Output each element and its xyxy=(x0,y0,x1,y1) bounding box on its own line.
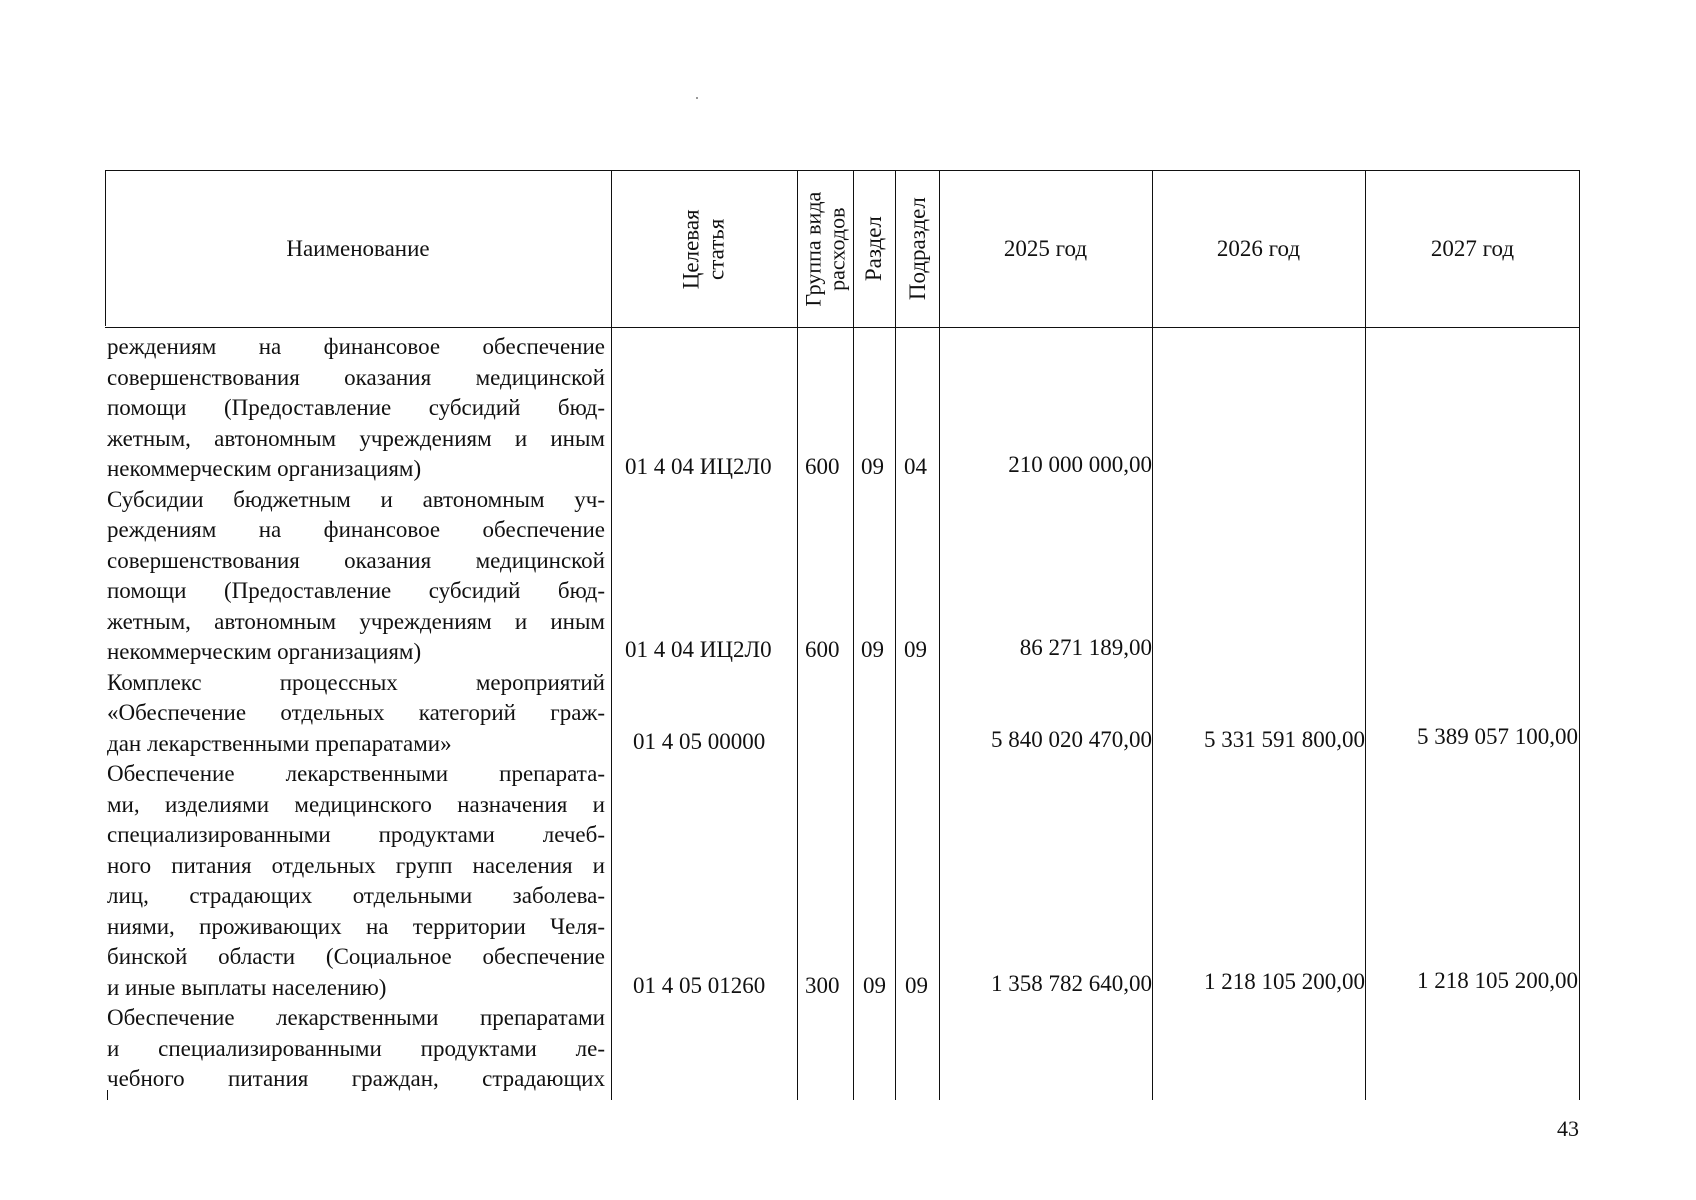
cell-target-code: 01 4 04 ИЦ2Л0 xyxy=(625,637,772,662)
header-section xyxy=(853,171,895,327)
header-2027 xyxy=(1365,171,1580,327)
header-2026 xyxy=(1152,171,1365,327)
cell-2025: 1 358 782 640,00 xyxy=(991,971,1152,996)
row-text-line: Обеспечение лекарственными препарата- xyxy=(107,761,605,786)
header-target-line1: Целевая xyxy=(678,209,704,289)
name-column xyxy=(107,332,605,1095)
grid-line xyxy=(105,170,106,326)
row-text-line: совершенствования оказания медицинской xyxy=(107,547,605,573)
header-group-line1: Группа вида xyxy=(799,191,825,307)
header-subsection-label: Подраздел xyxy=(904,197,930,301)
header-2025-label: 2025 год xyxy=(1003,236,1088,262)
row-text-line: некоммерческим организациям) xyxy=(107,639,422,664)
scan-speck xyxy=(696,97,698,99)
cell-target-code: 01 4 04 ИЦ2Л0 xyxy=(625,454,772,479)
header-target xyxy=(611,171,797,327)
cell-target-code: 01 4 05 00000 xyxy=(633,729,766,754)
header-target-label xyxy=(679,209,730,289)
row-text-line: лиц, страдающих отдельными заболева- xyxy=(107,883,605,908)
budget-table xyxy=(105,170,1580,1100)
row-text-line: Субсидии бюджетным и автономным уч- xyxy=(107,486,605,512)
header-section-label: Раздел xyxy=(861,216,887,282)
row-text-line: некоммерческим организациям) xyxy=(107,456,422,481)
row-text-line: совершенствования оказания медицинской xyxy=(107,364,605,390)
row-text-line: специализированными продуктами лечеб- xyxy=(107,822,605,847)
page-number: 43 xyxy=(1557,1116,1579,1141)
cell-subsection: 09 xyxy=(904,637,927,662)
header-subsection xyxy=(895,171,939,327)
header-name xyxy=(105,171,611,327)
cell-subsection: 04 xyxy=(904,454,927,479)
cell-section: 09 xyxy=(861,454,884,479)
row-text-line: «Обеспечение отдельных категорий граж- xyxy=(107,700,605,725)
row-text-line: и специализированными продуктами ле- xyxy=(107,1035,605,1061)
header-name-label: Наименование xyxy=(286,236,430,262)
table-row xyxy=(107,759,605,1003)
row-text-line: помощи (Предоставление субсидий бюд- xyxy=(107,395,605,420)
header-target-line2: статья xyxy=(703,218,729,280)
cell-group: 300 xyxy=(805,973,840,998)
header-2027-label: 2027 год xyxy=(1430,236,1515,262)
row-text-line: чебного питания граждан, страдающих xyxy=(107,1066,605,1091)
cell-section: 09 xyxy=(861,637,884,662)
row-text-line: дан лекарственными препаратами» xyxy=(107,730,452,756)
row-text-line: жетным, автономным учреждениям и иным xyxy=(107,425,605,451)
cell-group: 600 xyxy=(805,454,840,479)
cell-section: 09 xyxy=(863,973,886,998)
row-text-line: помощи (Предоставление субсидий бюд- xyxy=(107,578,605,603)
cell-2026: 5 331 591 800,00 xyxy=(1204,727,1365,752)
table-row xyxy=(107,668,605,760)
table-row xyxy=(107,485,605,668)
cell-2025: 86 271 189,00 xyxy=(1019,635,1152,660)
header-2025 xyxy=(939,171,1152,327)
cell-2025: 5 840 020 470,00 xyxy=(991,727,1152,752)
row-text-line: Комплекс процессных мероприятий xyxy=(107,669,605,695)
table-row xyxy=(107,332,605,485)
row-text-line: реждениям на финансовое обеспечение xyxy=(107,334,605,359)
row-text-line: ного питания отдельных групп населения и xyxy=(107,852,605,878)
row-text-line: ниями, проживающих на территории Челя- xyxy=(107,913,605,939)
cell-2027: 5 389 057 100,00 xyxy=(1417,724,1578,749)
table-header xyxy=(105,170,1580,328)
row-text-line: ми, изделиями медицинского назначения и xyxy=(107,791,605,817)
row-text-line: и иные выплаты населению) xyxy=(107,974,387,1000)
table-row xyxy=(107,1003,605,1095)
header-group-label xyxy=(801,192,849,307)
header-group xyxy=(797,171,853,327)
row-text-line: бинской области (Социальное обеспечение xyxy=(107,944,605,969)
cell-2027: 1 218 105 200,00 xyxy=(1417,968,1578,993)
table-body xyxy=(105,332,1580,1100)
cell-subsection: 09 xyxy=(905,973,928,998)
header-group-line2: расходов xyxy=(824,207,850,291)
cell-2026: 1 218 105 200,00 xyxy=(1204,969,1365,994)
row-text-line: Обеспечение лекарственными препаратами xyxy=(107,1005,605,1030)
cell-target-code: 01 4 05 01260 xyxy=(633,973,766,998)
row-text-line: реждениям на финансовое обеспечение xyxy=(107,517,605,542)
cell-2025: 210 000 000,00 xyxy=(1008,452,1152,477)
row-text-line: жетным, автономным учреждениям и иным xyxy=(107,608,605,634)
cell-group: 600 xyxy=(805,637,840,662)
header-2026-label: 2026 год xyxy=(1216,236,1301,262)
